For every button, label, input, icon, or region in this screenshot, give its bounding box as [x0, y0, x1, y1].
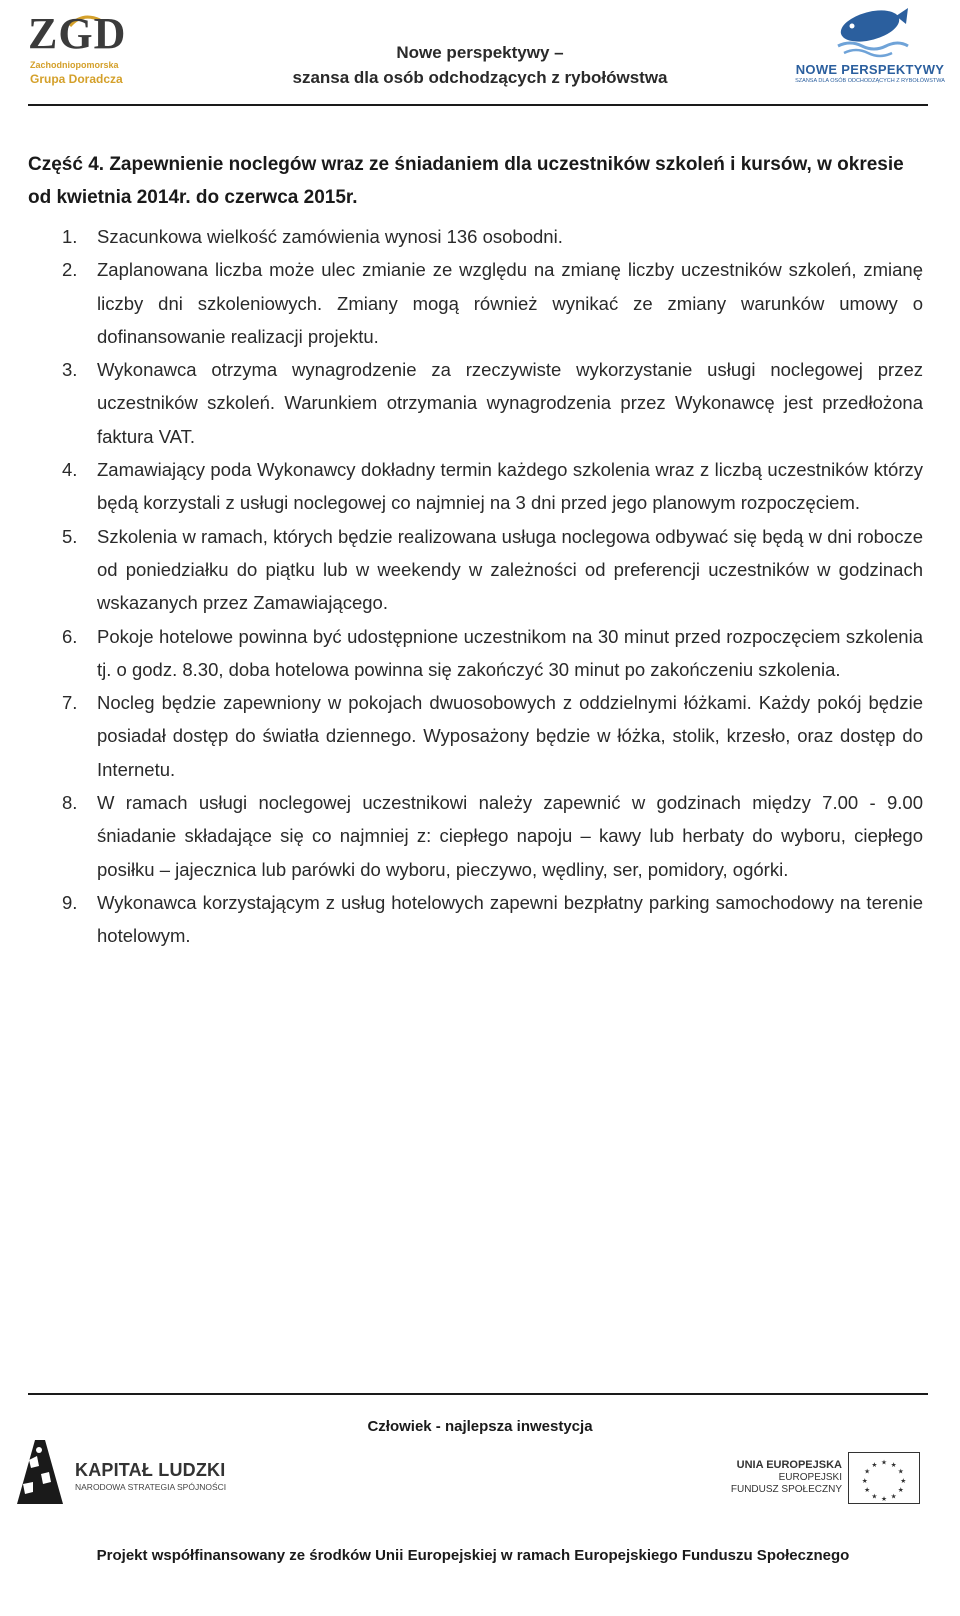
zgd-line1: Zachodniopomorska: [30, 60, 119, 70]
list-item-number: 8.: [62, 792, 78, 814]
list-item-text: Zamawiający poda Wykonawcy dokładny termin każdego szkolenia wraz z liczbą uczestników którzy będą korzystali z usługi noclegowej co najmniej na 3 dni przed jego planowym rozpoczęciem.: [97, 459, 923, 514]
list-item-number: 5.: [62, 525, 78, 547]
list-item-number: 6.: [62, 625, 78, 647]
list-item: [28, 620, 923, 687]
svg-text:★: ★: [900, 1476, 907, 1485]
list-item: [28, 786, 923, 886]
list-item: [28, 520, 923, 620]
page-header: [0, 0, 960, 110]
eu-line3: FUNDUSZ SPOŁECZNY: [730, 1484, 842, 1495]
svg-text:★: ★: [871, 1492, 878, 1501]
list-item-number: 2.: [62, 259, 78, 281]
eu-flag-icon: [848, 1452, 920, 1504]
nowe-perspektywy-subtitle: SZANSA DLA OSÓB ODCHODZĄCYCH Z RYBOŁÓWSTWA: [795, 78, 945, 84]
header-title-line2: szansa dla osób odchodzących z rybołówstwa: [292, 68, 668, 87]
svg-text:★: ★: [871, 1460, 878, 1469]
footer-note: Projekt współfinansowany ze środków Unii Europejskiej w ramach Europejskiego Funduszu Społecznego: [96, 1547, 850, 1564]
list-item-number: 4.: [62, 459, 78, 481]
svg-text:★: ★: [890, 1492, 897, 1501]
nowe-perspektywy-title: NOWE PERSPEKTYWY: [795, 62, 945, 77]
list-item-number: 1.: [62, 226, 78, 247]
kapital-ludzki-logo: [15, 1438, 235, 1508]
svg-text:★: ★: [897, 1467, 904, 1476]
svg-text:★: ★: [864, 1467, 871, 1476]
list-item: [28, 886, 923, 953]
list-item: [28, 453, 923, 520]
header-divider: [28, 104, 928, 106]
list-item-text: Szkolenia w ramach, których będzie realizowana usługa noclegowa odbywać się będą w dni robocze od poniedziałku do piątku lub w weekendy w zależności od preferencji uczestników w godzinach wskazanych przez Zamawiającego.: [97, 525, 923, 614]
kapital-ludzki-subtitle: NARODOWA STRATEGIA SPÓJNOŚCI: [75, 1482, 227, 1492]
kapital-ludzki-icon: [15, 1438, 65, 1506]
eu-line2: EUROPEJSKI: [778, 1472, 842, 1483]
svg-text:★: ★: [861, 1476, 868, 1485]
footer-divider: [28, 1393, 928, 1395]
list-item-text: Wykonawca otrzyma wynagrodzenie za rzeczywiste wykorzystanie usługi noclegowej przez uczestników szkoleń. Warunkiem otrzymania wynagrodzenia przez Wykonawcę jest przedłożona faktura VAT.: [97, 359, 923, 447]
svg-text:★: ★: [880, 1495, 888, 1504]
header-title: [280, 40, 680, 90]
list-item: [28, 686, 923, 786]
list-item: [28, 220, 923, 253]
list-item-number: 3.: [62, 359, 78, 381]
svg-text:★: ★: [897, 1485, 904, 1494]
list-item: [28, 353, 923, 453]
zgd-letters: ZGD: [28, 9, 127, 58]
document-body: [28, 148, 923, 953]
header-title-line1: Nowe perspektywy –: [396, 43, 564, 62]
list-item-text: Wykonawca korzystającym z usług hotelowych zapewni bezpłatny parking samochodowy na terenie hotelowym.: [97, 891, 923, 947]
nowe-perspektywy-logo: [790, 6, 950, 86]
list-item-number: 7.: [62, 692, 78, 714]
list-item-text: Pokoje hotelowe powinna być udostępnione uczestnikom na 30 minut przed rozpoczęciem szkolenia tj. o godz. 8.30, doba hotelowa powinna się zakończyć 30 minut po zakończeniu szkolenia.: [97, 625, 923, 680]
kapital-ludzki-title: KAPITAŁ LUDZKI: [75, 1460, 226, 1480]
svg-text:★: ★: [880, 1458, 888, 1467]
fish-icon: [830, 6, 910, 58]
zgd-line2: Grupa Doradcza: [30, 72, 123, 86]
eu-text: [730, 1458, 842, 1496]
list-item: [28, 253, 923, 353]
zgd-logo: [28, 9, 138, 90]
eu-line1: UNIA EUROPEJSKA: [736, 1459, 842, 1471]
list-item-text: Nocleg będzie zapewniony w pokojach dwuosobowych z oddzielnymi łóżkami. Każdy pokój będzie posiadał dostęp do światła dziennego. Wyposażony będzie w łóżka, stolik, krzesło, oraz dostęp do Internetu.: [97, 692, 923, 780]
list-item-number: 9.: [62, 891, 78, 913]
svg-text:★: ★: [864, 1485, 871, 1494]
requirements-list: [28, 220, 923, 953]
section-title: Część 4. Zapewnienie noclegów wraz ze śniadaniem dla uczestników szkoleń i kursów, w okresie od kwietnia 2014r. do czerwca 2015r.: [28, 154, 904, 208]
footer-slogan: Człowiek - najlepsza inwestycja: [367, 1418, 593, 1435]
svg-text:★: ★: [890, 1460, 897, 1469]
list-item-text: Zaplanowana liczba może ulec zmianie ze względu na zmianę liczby uczestników szkoleń, zmianę liczby dni szkoleniowych. Zmiany mogą również wynikać ze zmiany warunków umowy o dofinansowanie realizacji projektu.: [97, 259, 923, 347]
list-item-text: W ramach usługi noclegowej uczestnikowi należy zapewnić w godzinach między 7.00 - 9.00 śniadanie składające się co najmniej z: ciepłego napoju – kawy lub herbaty do wyboru, ciepłego posiłku – jajecznica lub parówki do wyboru, pieczywo, wędliny, ser, pomidory, ogórki.: [97, 792, 923, 880]
eu-logo: [730, 1452, 930, 1508]
list-item-text: Szacunkowa wielkość zamówienia wynosi 136 osobodni.: [97, 226, 563, 247]
